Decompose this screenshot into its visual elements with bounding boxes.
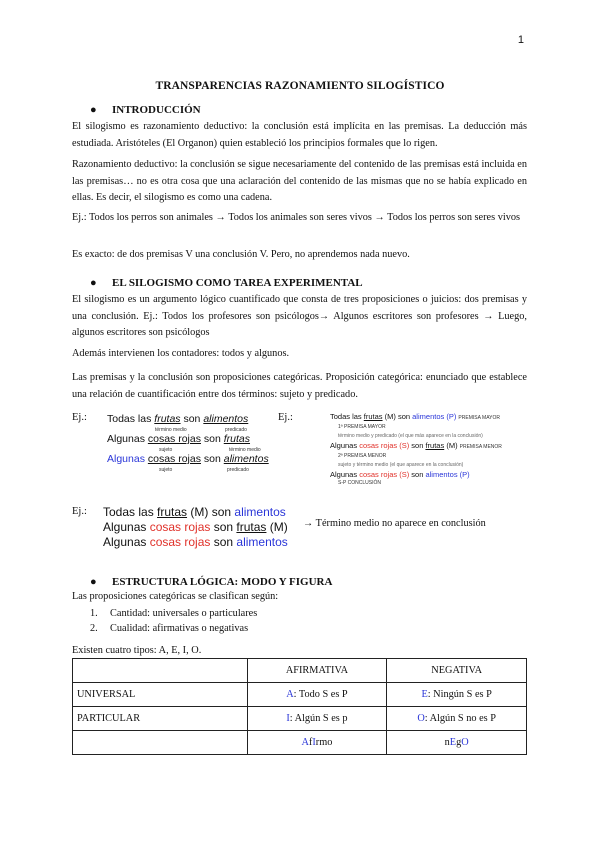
header-afirmativa: AFIRMATIVA [247,659,387,683]
header-negativa: NEGATIVA [387,659,527,683]
intro-paragraph-2: Razonamiento deductivo: la conclusión se sigue necesariamente del contenido de las premisas está incluida en las premisas… no es otra cosa que una aclaración del contenido de las mismas que no se había explicado en ellas. Es decir, el silogismo es como una cadena. [72,159,527,203]
example-3 [103,505,288,550]
example-3-label: Ej.: [72,506,87,517]
proposition-table [72,658,527,755]
list-item: 2. Cualidad: afirmativas o negativas [90,623,249,634]
classification-list [90,606,257,636]
list-item: 1. Cantidad: universales o particulares [90,608,258,619]
bullet-icon: ● [90,576,97,588]
example-1-line-2: Algunas cosas rojas son frutas [107,433,251,445]
example-2-label: Ej.: [278,412,293,423]
example-1-line-3: Algunas cosas rojas son alimentos [107,453,269,465]
example-3-note: → Término medio no aparece en conclusión [303,518,486,529]
section-heading-estructura: ● ESTRUCTURA LÓGICA: MODO Y FIGURA [90,576,333,588]
mnemonic-nego: nEgO [387,731,527,755]
table-row [73,683,527,707]
bullet-icon: ● [90,277,97,289]
example-1: Todas las frutas son alimentos término medio predicado Algunas cosas rojas son frutas sujeto término medio Algunas cosas rojas son alimentos sujeto predicado [107,413,269,473]
example-2: Todas las frutas (M) son alimentos (P) PREMISA MAYOR 1ª PREMISA MAYOR término medio y predicado (el que más aparece en la conclusión) Algunas cosas rojas (S) son frutas (M) PREMISA MENOR 2ª PREMISA MENOR sujeto y término medio (el que aparece en la conclusión) Algunas cosas rojas (S) son alimentos (P) S-P CONCLUSIÓN [330,412,530,488]
types-line: Existen cuatro tipos: A, E, I, O. [72,645,202,656]
tarea-paragraph-1: El silogismo es un argumento lógico cuantificado que consta de tres proposiciones o juicios: dos premisas y una conclusión. Ej.: Todos los profesores son psicólogos→ Algunos escritores son profesores → Luego, algunos escritores son psicólogos [72,294,527,338]
cell-i: I: Algún S es p [247,707,387,731]
bullet-icon: ● [90,104,97,116]
intro-paragraph-1: El silogismo es razonamiento deductivo: la conclusión está implícita en las premisas. La deducción más estudiada. Aristóteles (El Organon) quien estableció los principios formales que lo rigen. [72,121,527,149]
cell-e: E: Ningún S es P [387,683,527,707]
cell-o: O: Algún S no es P [387,707,527,731]
page-number: 1 [517,34,524,46]
table-row [73,707,527,731]
example-3-line-1: Todas las frutas (M) son alimentos [103,505,286,519]
row-particular: PARTICULAR [73,707,248,731]
example-3-line-3: Algunas cosas rojas son alimentos [103,535,288,549]
example-2-line-3: Algunas cosas rojas (S) son alimentos (P) [330,470,470,479]
page-title: TRANSPARENCIAS RAZONAMIENTO SILOGÍSTICO [155,80,445,92]
section-heading-tarea: ● EL SILOGISMO COMO TAREA EXPERIMENTAL [90,277,363,289]
intro-paragraph-4: Es exacto: de dos premisas V una conclusión V. Pero, no aprendemos nada nuevo. [72,249,410,260]
cell-a: A: Todo S es P [247,683,387,707]
example-1-label: Ej.: [72,412,87,423]
example-3-line-2: Algunas cosas rojas son frutas (M) [103,520,288,534]
tarea-paragraph-2: Además intervienen los contadores: todos y algunos. [72,348,290,359]
table-cell [73,659,248,683]
example-1-line-1: Todas las frutas son alimentos [107,413,249,425]
example-2-line-2: Algunas cosas rojas (S) son frutas (M) PREMISA MENOR [330,441,502,450]
table-row [73,659,527,683]
mnemonic-affirmo: AfIrmo [247,731,387,755]
row-universal: UNIVERSAL [73,683,248,707]
table-row [73,731,527,755]
section-heading-introduccion: ● INTRODUCCIÓN [90,104,201,116]
classification-intro: Las proposiciones categóricas se clasifican según: [72,591,279,602]
example-2-line-1: Todas las frutas (M) son alimentos (P) PREMISA MAYOR [330,412,501,421]
tarea-paragraph-3: Las premisas y la conclusión son proposiciones categóricas. Proposición categórica: enunciado que establece una relación de cuantificación entre dos términos: sujeto y predicado. [72,372,527,400]
intro-paragraph-3: Ej.: Todos los perros son animales → Todos los animales son seres vivos → Todos los perros son seres vivos [72,212,521,223]
table-cell [73,731,248,755]
